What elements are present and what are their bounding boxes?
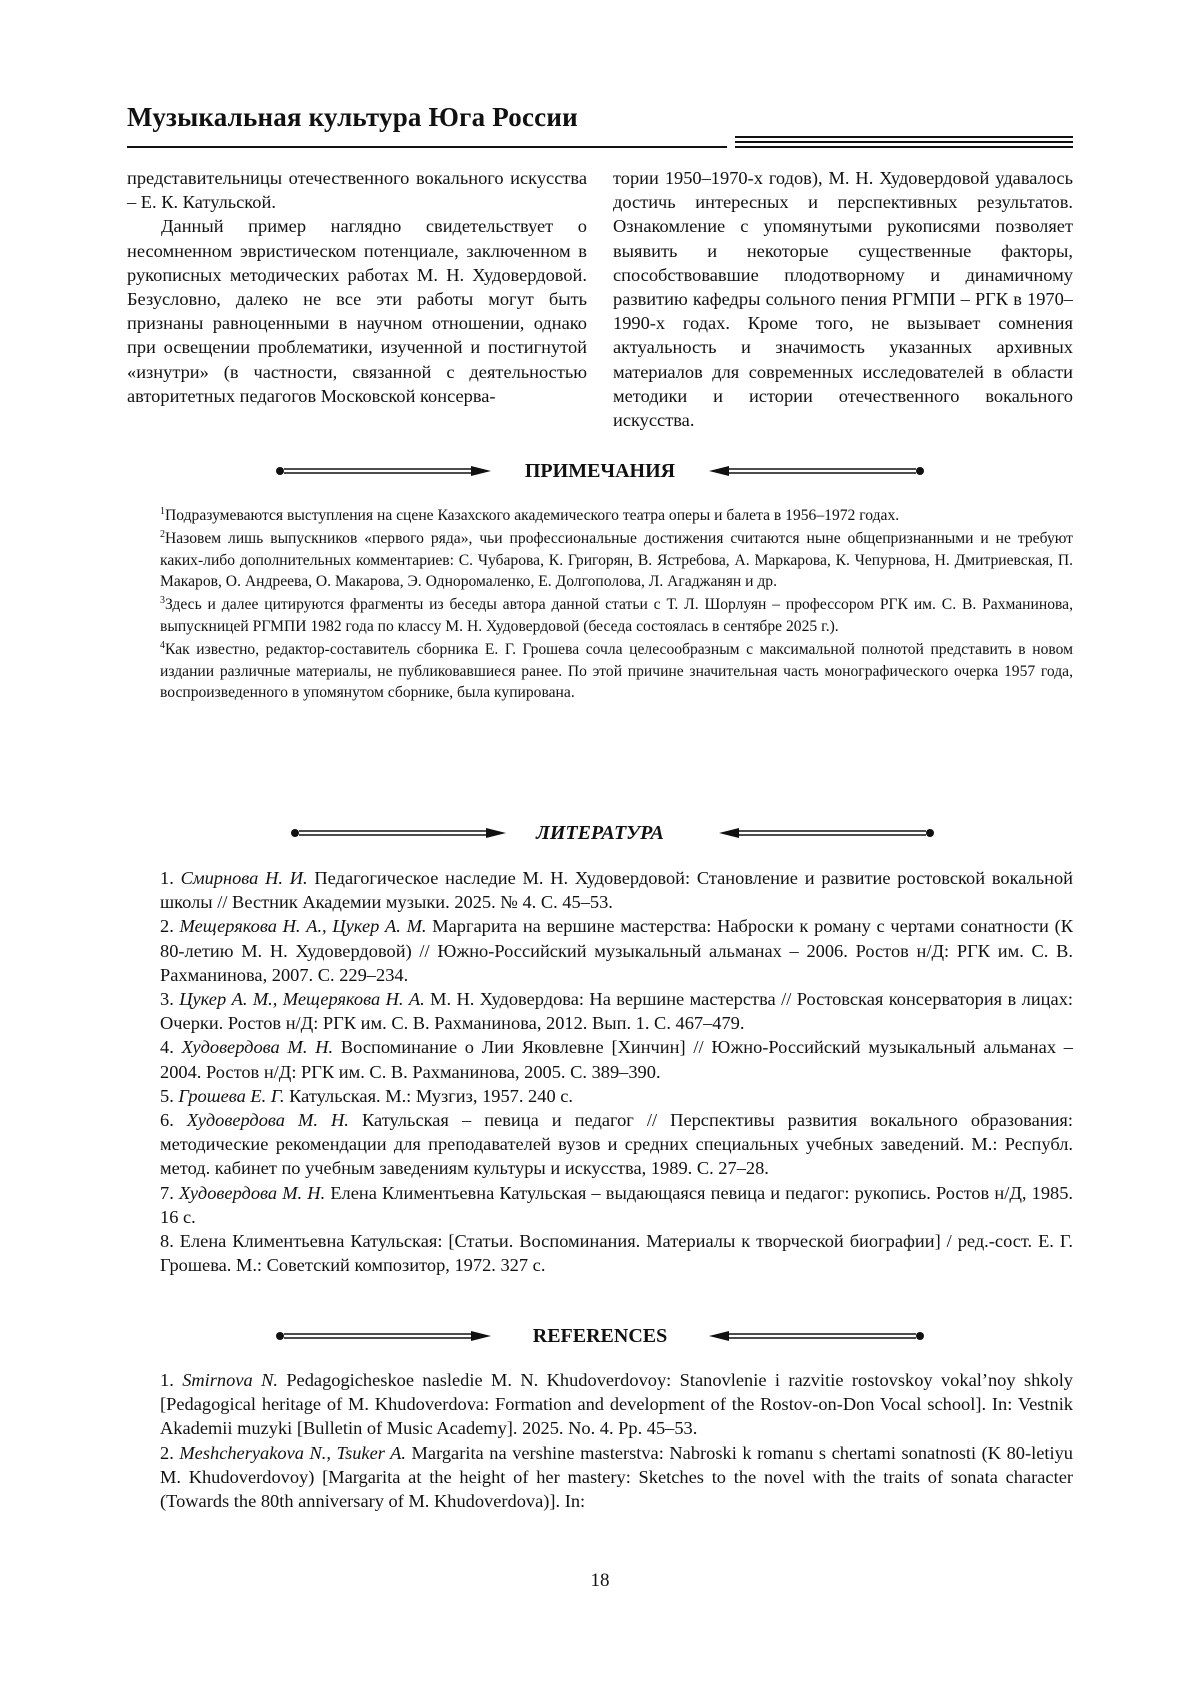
note-text: Назовем лишь выпускников «первого ряда», чьи профессиональные достижения считаются ныне общепризнанными и не требуют каких-либо дополнительных комментариев: С. Чубарова, К. Григорян, В. Ястребова, А. Маркарова, К. Чепурнова, Н. Дмитриевская, П. Макаров, О. Андреева, О. Макарова, Э. Одноромаленко, Е. Долгополова, Л. Агаджанян и др. [160,529,1073,591]
literature-item [160,1084,1073,1108]
page-number: 18 [590,1570,610,1591]
literature-item-number: 7. [160,1182,179,1203]
reference-item [160,1441,1073,1514]
literature-item-text: Елена Климентьевна Катульская – выдающаяся певица и педагог: рукопись. Ростов н/Д, 1985. 16 с. [160,1182,1074,1227]
reference-item [160,1368,1073,1441]
header-rule [127,146,727,148]
ornament-right-icon [705,464,925,478]
ornament-right-icon [715,826,935,840]
note-number: 4 [160,639,165,651]
references-heading-block [0,1321,1200,1351]
literature-item-number: 5. [160,1085,179,1106]
literature-item-text: Маргарита на вершине мастерства: Наброски к роману с чертами сонатности (К 80-летию М. Н. Худовердовой) // Южно-Российский музыкальный альманах – 2006. Ростов н/Д: РГК им. С. В. Рахманинова, 2007. С. 229–234. [160,916,1073,985]
body-column-left [127,166,587,408]
literature-item-number: 8. [160,1231,180,1252]
header-rule-ornament-3 [735,146,1073,148]
note-number: 2 [160,528,165,540]
reference-item-number: 1. [160,1370,183,1390]
notes-list [160,505,1073,705]
literature-heading: ЛИТЕРАТУРА [536,822,664,844]
body-paragraph: представительницы отечественного вокального искусства – Е. К. Катульской. [127,168,587,213]
literature-item-text: Воспоминание о Лии Яковлевне [Хинчин] // Южно-Российский музыкальный альманах – 2004. Ростов н/Д: РГК им. С. В. Рахманинова, 2005. С. 389–390. [160,1037,1073,1082]
note-item [160,594,1073,638]
note-item [160,505,1073,527]
body-column-right [613,166,1073,432]
literature-item-text: М. Н. Худовердова: На вершине мастерства // Ростовская консерватория в лицах: Очерки. Ростов н/Д: РГК им. С. В. Рахманинова, 2012. Вып. 1. С. 467–479. [160,989,1073,1034]
literature-item-number: 2. [160,916,180,937]
references-list [160,1368,1073,1513]
literature-item [160,1035,1073,1083]
note-text: Подразумеваются выступления на сцене Казахского академического театра оперы и балета в 1956–1972 годах. [165,507,900,524]
references-heading: REFERENCES [532,1325,668,1347]
reference-item-authors: Meshcheryakova N., Tsuker A. [179,1442,406,1463]
literature-item-number: 1. [160,868,181,888]
literature-item [160,1108,1073,1181]
literature-item-number: 6. [160,1110,187,1131]
body-paragraph: тории 1950–1970-х годов), М. Н. Худовердовой удавалось достичь интересных и перспективных результатов. Ознакомление с упомянутыми рукописями позволяет выявить и некоторые существенные факторы, способствовавшие плодотворному и динамичному развитию кафедры сольного пения РГМПИ – РГК в 1970–1990-х годах. Кроме того, не вызывает сомнения актуальность и значимость указанных архивных материалов для современных исследователей в области методики и истории отечественного вокального искусства. [613,168,1073,431]
reference-item-text: Pedagogicheskoe nasledie M. N. Khudoverdovoy: Stanovlenie i razvitie rostovskoy vokal’noy shkoly [Pedagogical heritage of M. Khudoverdova: Formation and development of the Rostov-on-Don Vocal school]. In: Vestnik Akademii muzyki [Bulletin of Music Academy]. 2025. No. 4. Pp. 45–53. [160,1370,1073,1439]
note-text: Здесь и далее цитируются фрагменты из беседы автора данной статьи с Т. Л. Шорлуян – профессором РГК им. С. В. Рахманинова, выпускницей РГМПИ 1982 года по классу М. Н. Худовердовой (беседа состоялась в сентябре 2025 г.). [160,596,1073,635]
note-number: 1 [160,505,165,517]
literature-item-number: 4. [160,1037,182,1058]
literature-item-number: 3. [160,989,180,1010]
notes-heading-block [0,456,1200,486]
literature-item-authors: Грошева Е. Г. [178,1085,285,1106]
note-item [160,639,1073,704]
ornament-right-icon [705,1329,925,1343]
literature-item-text: Елена Климентьевна Катульская: [Статьи. Воспоминания. Материалы к творческой биографии] / ред.-сост. Е. Г. Грошева. М.: Советский композитор, 1972. 327 с. [160,1231,1074,1276]
literature-item [160,914,1073,987]
note-item [160,528,1073,593]
literature-item-text: Катульская – певица и педагог // Перспективы развития вокального образования: методические рекомендации для преподавателей вузов и средних специальных учебных заведений. М.: Республ. метод. кабинет по учебным заведениям культуры и искусства, 1989. С. 27–28. [160,1110,1074,1179]
reference-item-text: Margarita na vershine masterstva: Nabroski k romanu s chertami sonatnosti (K 80-letiyu M. Khudoverdovoy) [Margarita at the height of her mastery: Sketches to the novel with the traits of sonata character (Towards the 80th anniversary of M. Khudoverdova)]. In: [160,1442,1074,1512]
reference-item-authors: Smirnova N. [182,1370,278,1390]
running-title: Музыкальная культура Юга России [127,102,578,132]
literature-item-text: Катульская. М.: Музгиз, 1957. 240 с. [284,1085,573,1106]
literature-heading-block [0,818,1200,848]
literature-item-authors: Цукер А. М., Мещерякова Н. А. [179,989,425,1010]
literature-item-authors: Худовердова М. Н. [186,1110,349,1131]
literature-item-authors: Смирнова Н. И. [180,868,308,888]
note-number: 3 [160,595,165,606]
reference-item-number: 2. [160,1442,180,1463]
literature-list [160,866,1073,1277]
literature-item [160,866,1073,914]
header-rule-ornament-2 [735,141,1073,143]
header-rule-ornament-1 [735,136,1073,138]
literature-item [160,1229,1073,1277]
literature-item [160,987,1073,1035]
literature-item-authors: Худовердова М. Н. [181,1037,334,1058]
literature-item-text: Педагогическое наследие М. Н. Худовердовой: Становление и развитие ростовской вокальной школы // Вестник Академии музыки. 2025. № 4. С. 45–53. [160,868,1074,913]
literature-item [160,1181,1073,1229]
body-paragraph: Данный пример наглядно свидетельствует о несомненном эвристическом потенциале, заключенном в рукописных методических работах М. Н. Худовердовой. Безусловно, далеко не все эти работы могут быть признаны равноценными в научном отношении, однако при освещении проблематики, изученной и постигнутой «изнутри» (в частности, связанной с деятельностью авторитетных педагогов Московской консерва- [127,216,587,406]
literature-item-authors: Мещерякова Н. А., Цукер А. М. [179,916,427,937]
notes-heading: ПРИМЕЧАНИЯ [524,460,676,482]
literature-item-authors: Худовердова М. Н. [178,1182,326,1203]
note-text: Как известно, редактор-составитель сборника Е. Г. Грошева сочла целесообразным с максимальной полнотой представить в новом издании различные материалы, не публиковавшиеся ранее. По этой причине значительная часть монографического очерка 1957 года, воспроизведенного в упомянутом сборнике, была купирована. [160,640,1073,702]
